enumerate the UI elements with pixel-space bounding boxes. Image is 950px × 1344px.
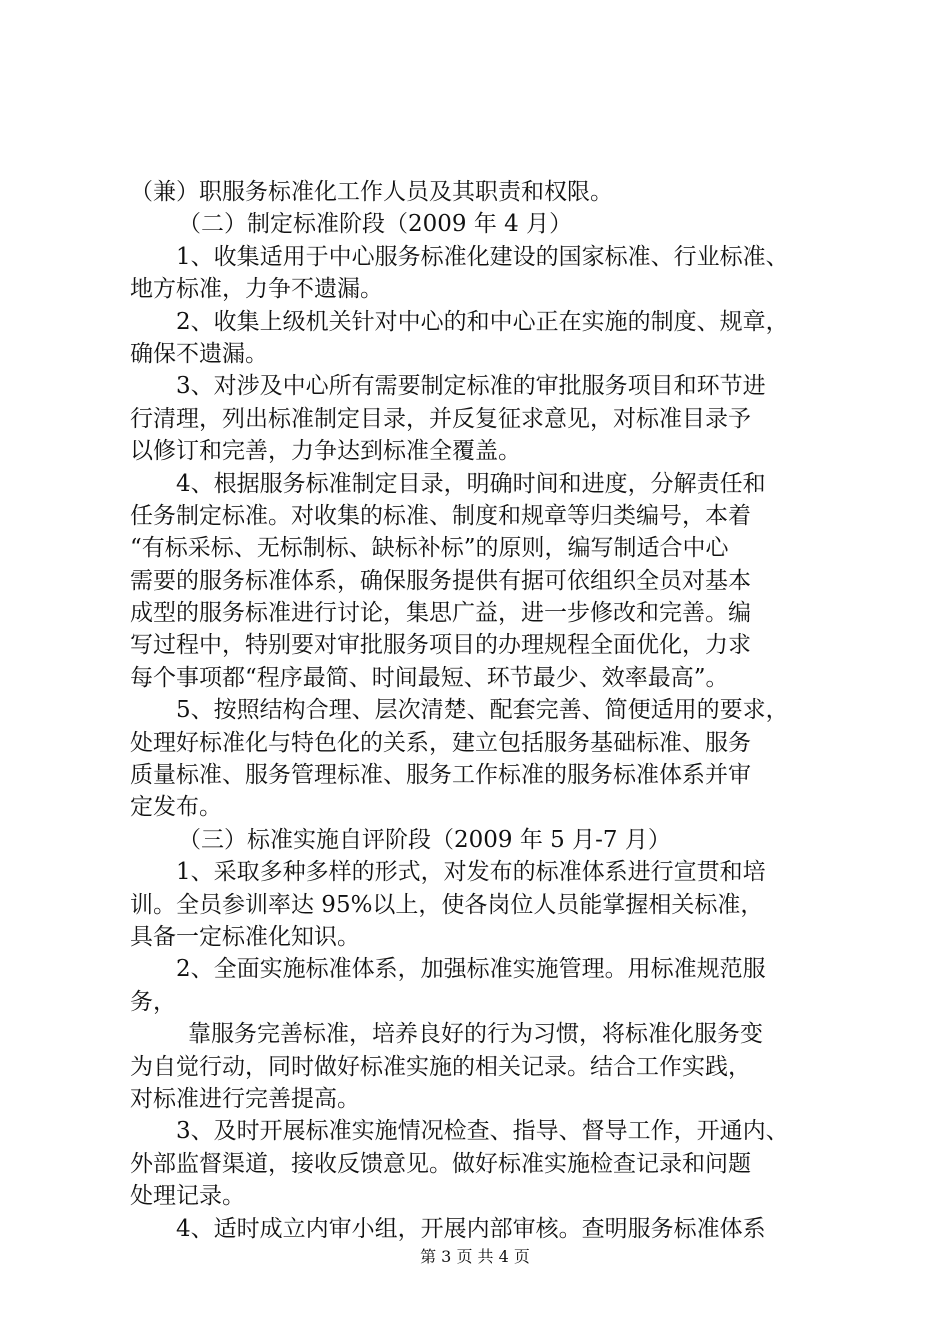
text-line: 4、根据服务标准制定目录，明确时间和进度，分解责任和: [176, 470, 766, 497]
text-line: 处理好标准化与特色化的关系，建立包括服务基础标准、服务: [130, 729, 751, 756]
text-line: 3、及时开展标准实施情况检查、指导、督导工作，开通内、: [176, 1118, 789, 1145]
text-line: 务，: [130, 988, 176, 1015]
text-line: 质量标准、服务管理标准、服务工作标准的服务标准体系并审: [130, 762, 751, 789]
text-line: 5、按照结构合理、层次清楚、配套完善、简便适用的要求，: [176, 697, 789, 724]
text-line: 确保不遗漏。: [130, 340, 268, 367]
text-line: 每个事项都“程序最简、时间最短、环节最少、效率最高”。: [130, 664, 729, 691]
text-line: 任务制定标准。对收集的标准、制度和规章等归类编号，本着: [130, 502, 751, 529]
text-line: 2、收集上级机关针对中心的和中心正在实施的制度、规章，: [176, 308, 789, 335]
text-line: 3、对涉及中心所有需要制定标准的审批服务项目和环节进: [176, 373, 766, 400]
text-line: 行清理，列出标准制定目录，并反复征求意见，对标准目录予: [130, 405, 751, 432]
text-line: 2、全面实施标准体系，加强标准实施管理。用标准规范服: [176, 956, 766, 983]
text-line: 1、采取多种多样的形式，对发布的标准体系进行宣贯和培: [176, 859, 766, 886]
text-line: 训。全员参训率达 95%以上，使各岗位人员能掌握相关标准，: [130, 891, 764, 918]
page-number-footer: 第 3 页 共 4 页: [420, 1247, 530, 1266]
text-line: 地方标准，力争不遗漏。: [130, 276, 383, 303]
document-body: [130, 176, 860, 1245]
text-line: 处理记录。: [130, 1183, 245, 1210]
text-line: 4、适时成立内审小组，开展内部审核。查明服务标准体系: [176, 1215, 766, 1242]
text-line: 定发布。: [130, 794, 222, 821]
text-line: （兼）职服务标准化工作人员及其职责和权限。: [130, 179, 613, 205]
text-line: 靠服务完善标准，培养良好的行为习惯，将标准化服务变: [188, 1021, 763, 1048]
section-heading: （三）标准实施自评阶段（2009 年 5 月-7 月）: [178, 826, 671, 853]
text-line: “有标采标、无标制标、缺标补标”的原则，编写制适合中心: [130, 535, 729, 562]
text-line: 1、收集适用于中心服务标准化建设的国家标准、行业标准、: [176, 243, 789, 270]
text-line: 为自觉行动，同时做好标准实施的相关记录。结合工作实践，: [130, 1053, 751, 1080]
text-line: 外部监督渠道，接收反馈意见。做好标准实施检查记录和问题: [130, 1150, 751, 1177]
section-heading: （二）制定标准阶段（2009 年 4 月）: [178, 211, 573, 238]
text-line: 对标准进行完善提高。: [130, 1085, 360, 1112]
text-line: 写过程中，特别要对审批服务项目的办理规程全面优化，力求: [130, 632, 751, 659]
text-line: 成型的服务标准进行讨论，集思广益，进一步修改和完善。编: [130, 600, 751, 627]
text-line: 具备一定标准化知识。: [130, 923, 360, 950]
text-line: 以修订和完善，力争达到标准全覆盖。: [130, 438, 521, 465]
text-line: 需要的服务标准体系，确保服务提供有据可依组织全员对基本: [130, 567, 751, 594]
